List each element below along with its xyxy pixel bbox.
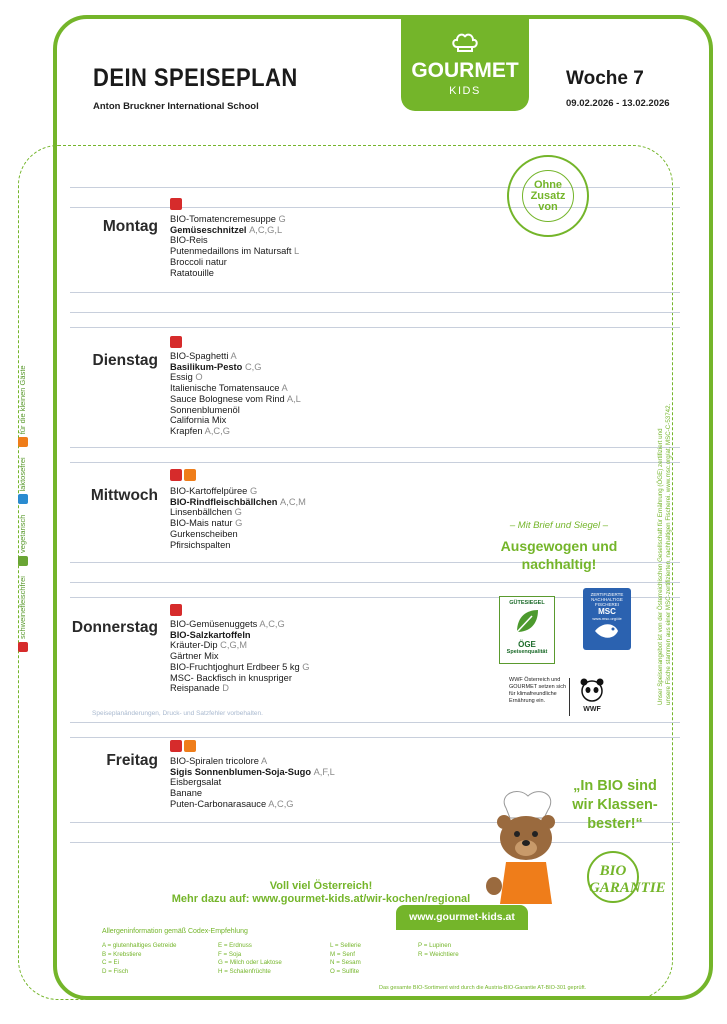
menu-item: Essig O [170, 372, 203, 383]
menu-item: Pfirsichspalten [170, 539, 231, 550]
day-menu-mittwoch [170, 486, 306, 550]
dish-icons [170, 604, 184, 617]
logo-brand-sub: KIDS [449, 85, 481, 97]
menu-item: Basilikum-Pesto C,G [170, 361, 262, 372]
no-pork-icon [18, 642, 28, 652]
day-menu-dienstag [170, 351, 301, 437]
no-pork-icon [170, 740, 182, 752]
menu-item: Eisbergsalat [170, 777, 222, 788]
day-name: Montag [102, 218, 158, 235]
bio-claim: „In BIO sind wir Klassen- bester!“ [572, 778, 658, 832]
menu-item: Gurkenscheiben [170, 528, 238, 539]
logo-brand-main: GOURMET [411, 59, 519, 82]
fish-icon [592, 621, 622, 641]
icon-legend: schweinefleischfrei vegetarisch laktosefrei für die kleinen Gäste [18, 300, 36, 660]
dish-icons [170, 336, 184, 349]
dish-icons [170, 740, 198, 753]
kid-icon [184, 469, 196, 481]
week-number: Woche 7 [566, 68, 644, 89]
menu-item: Puten-Carbonarasauce A,C,G [170, 798, 294, 809]
no-pork-icon [170, 469, 182, 481]
allergen-column: L = Sellerie M = Senf N = Sesam O = Sulfite [330, 942, 361, 975]
date-range: 09.02.2026 - 13.02.2026 [566, 98, 670, 109]
bio-guarantee-note: Das gesamte BIO-Sortiment wird durch die Austria-BIO-Garantie AT-BIO-301 geprüft. [379, 985, 587, 991]
page-title: DEIN SPEISEPLAN [93, 64, 298, 92]
menu-item: BIO-Fruchtjoghurt Erdbeer 5 kg G [170, 661, 310, 672]
leaf-icon [18, 556, 28, 566]
menu-item: MSC- Backfisch in knuspriger [170, 672, 292, 683]
certification-note: Unser Speisenangebot ist von der Österreichischen Gesellschaft für Ernährung (ÖGE) zertifiziert und unsere Fische stammen aus einer MSC-zertifizierten, nachhaltigen Fischerei. www.msc.org/at, MSC-C-53742. [657, 403, 672, 705]
menu-item: California Mix [170, 415, 227, 426]
msc-seal: ZERTIFIZIERTE NACHHALTIGE FISCHEREI MSC www.msc.org/de [583, 588, 631, 650]
day-menu-freitag [170, 756, 335, 810]
menu-item: Sigis Sonnenblumen-Soja-Sugo A,F,L [170, 766, 335, 777]
dish-icons [170, 469, 198, 482]
day-name: Mittwoch [90, 487, 158, 504]
menu-item: BIO-Reis [170, 235, 208, 246]
school-name: Anton Bruckner International School [93, 101, 259, 112]
leaf-icon [512, 606, 542, 636]
day-name: Dienstag [92, 352, 158, 369]
regional-note: Voll viel Österreich! Mehr dazu auf: www.gourmet-kids.at/wir-kochen/regional [171, 880, 471, 905]
menu-item: BIO-Tomatencremesuppe G [170, 214, 286, 224]
menu-item: BIO-Salzkartoffeln [170, 629, 251, 640]
menu-item: BIO-Spaghetti A [170, 351, 237, 361]
seal-slogan-top: – Mit Brief und Siegel – [509, 520, 609, 531]
menu-item: Linsenbällchen G [170, 507, 242, 518]
chef-bear-mascot [478, 786, 574, 906]
menu-item: BIO-Kartoffelpüree G [170, 486, 258, 496]
no-additives-stamp [507, 155, 589, 237]
menu-item: Italienische Tomatensauce A [170, 383, 288, 394]
disclaimer: Speiseplanänderungen, Druck- und Satzfehler vorbehalten. [92, 710, 263, 717]
menu-item: Sauce Bolognese vom Rind A,L [170, 393, 301, 404]
day-menu-montag [170, 214, 299, 278]
menu-item: Banane [170, 788, 203, 799]
menu-item: BIO-Spiralen tricolore A [170, 756, 268, 766]
menu-item: BIO-Mais natur G [170, 518, 243, 529]
wwf-logo: WWF [578, 678, 606, 713]
allergen-column: A = glutenhaltiges Getreide B = Krebstiere C = Ei D = Fisch [102, 942, 177, 975]
dish-icons [170, 198, 184, 211]
seal-slogan: Ausgewogen und nachhaltig! [500, 538, 618, 572]
milk-icon [18, 495, 28, 505]
chef-hat-icon [451, 33, 479, 53]
kid-icon [18, 437, 28, 447]
panda-icon [579, 678, 605, 702]
day-menu-donnerstag [170, 619, 310, 694]
no-pork-icon [170, 336, 182, 348]
menu-item: Reispanade D [170, 683, 229, 694]
day-name: Donnerstag [71, 619, 158, 636]
bio-guarantee-badge: BIO GARANTIE [587, 851, 639, 903]
menu-item: Krapfen A,C,G [170, 425, 230, 436]
allergen-column: E = Erdnuss F = Soja G = Milch oder Laktose H = Schalenfrüchte [218, 942, 282, 975]
menu-item: Sonnenblumenöl [170, 404, 240, 415]
stamp-center-text: Ohne Zusatz von [522, 170, 574, 222]
website-link[interactable]: www.gourmet-kids.at [396, 905, 528, 930]
menu-item: Putenmedaillons im Natursaft L [170, 246, 300, 257]
menu-item: BIO-Rindfleischbällchen A,C,M [170, 496, 306, 507]
day-name: Freitag [106, 752, 158, 769]
menu-item: BIO-Gemüsenuggets A,C,G [170, 619, 285, 629]
kid-icon [184, 740, 196, 752]
menu-item: Gärtner Mix [170, 651, 219, 662]
no-pork-icon [170, 198, 182, 210]
wwf-text: WWF Österreich und GOURMET setzen sich für klimafreundliche Ernährung ein. [509, 677, 567, 704]
menu-item: Ratatouille [170, 267, 214, 278]
gourmet-kids-logo[interactable] [401, 15, 529, 111]
menu-item: Kräuter-Dip C,G,M [170, 640, 247, 651]
menu-item: Gemüseschnitzel A,C,G,L [170, 224, 283, 235]
allergen-title: Allergeninformation gemäß Codex-Empfehlung [102, 928, 248, 935]
no-pork-icon [170, 604, 182, 616]
menu-item: Broccoli natur [170, 256, 227, 267]
allergen-column: P = Lupinen R = Weichtiere [418, 942, 459, 958]
oege-seal: GÜTESIEGEL ÖGE Speisenqualität [499, 596, 555, 664]
wwf-separator [569, 678, 570, 716]
